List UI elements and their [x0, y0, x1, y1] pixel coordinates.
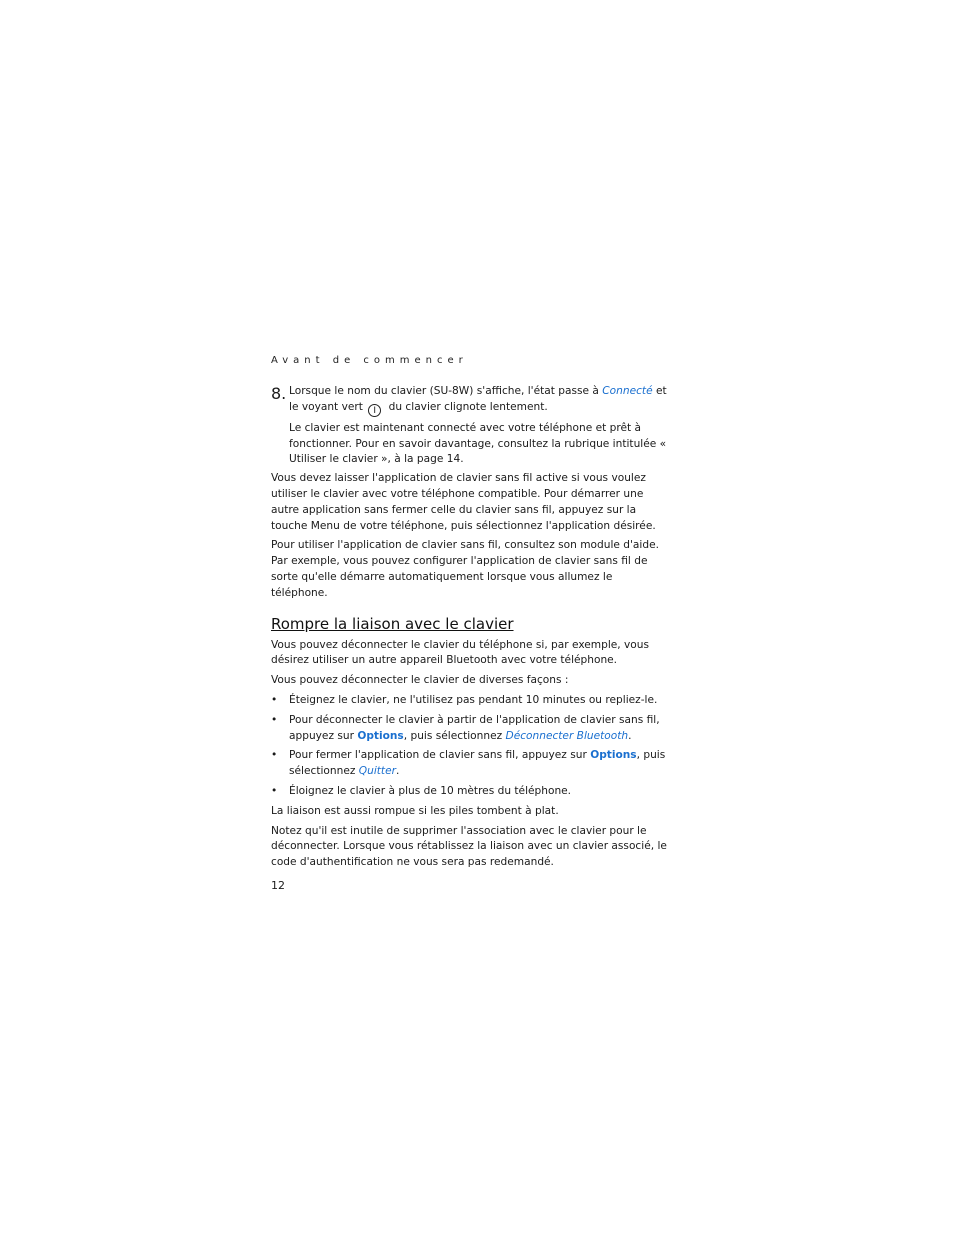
- list-item: [271, 713, 671, 745]
- paragraph-6: Notez qu'il est inutile de supprimer l'association avec le clavier pour le déconnecter. Lorsque vous rétablissez la liaison avec un clavier associé, le code d'authentification ne vous sera pas redemandé.: [271, 824, 667, 869]
- list-text-part: , puis sélectionnez: [403, 729, 506, 742]
- status-connecte: Connecté: [602, 385, 653, 397]
- paragraph-4: Vous pouvez déconnecter le clavier de diverses façons :: [271, 674, 569, 687]
- page-number: 12: [271, 878, 285, 892]
- section-title: Rompre la liaison avec le clavier: [271, 614, 514, 633]
- step-text: Lorsque le nom du clavier (SU-8W) s'affiche, l'état passe à: [289, 385, 603, 397]
- bullet: •: [271, 713, 278, 726]
- list-text: Éteignez le clavier, ne l'utilisez pas pendant 10 minutes ou repliez-le.: [289, 693, 658, 706]
- page-content: [271, 352, 671, 892]
- list-text-part: , puis sélectionnez: [289, 749, 666, 778]
- disconnect-options-list: [271, 693, 671, 800]
- paragraph-5: La liaison est aussi rompue si les piles tombent à plat.: [271, 804, 559, 817]
- step-text: et le voyant vert: [289, 385, 667, 413]
- step-para: Le clavier est maintenant connecté avec votre téléphone et prêt à fonctionner. Pour en savoir davantage, consultez la rubrique intitulée « Utiliser le clavier », à la page 14.: [289, 421, 667, 466]
- list-text: Éloignez le clavier à plus de 10 mètres du téléphone.: [289, 784, 572, 797]
- list-text-part: .: [628, 729, 632, 742]
- step-number: 8.: [271, 384, 287, 403]
- menu-deconnecter-bluetooth: Déconnecter Bluetooth: [505, 729, 629, 742]
- list-text-part: .: [395, 765, 400, 778]
- list-item: [271, 693, 671, 709]
- list-text: [289, 748, 671, 780]
- paragraph-3: Vous pouvez déconnecter le clavier du téléphone si, par exemple, vous désirez utiliser un autre appareil Bluetooth avec votre téléphone.: [271, 638, 650, 667]
- menu-quitter: Quitter: [358, 765, 396, 778]
- indicator-light-icon: I: [368, 404, 381, 417]
- bullet: •: [271, 693, 278, 706]
- running-header: Avant de commencer: [271, 355, 468, 366]
- paragraph-1: Vous devez laisser l'application de clavier sans fil active si vous voulez utiliser le clavier avec votre téléphone compatible. Pour démarrer une autre application sans fermer celle du clavier sans fil, appuyez sur la touche Menu de votre téléphone, puis sélectionnez l'application désirée.: [271, 472, 656, 532]
- list-text: [289, 713, 671, 745]
- options-softkey: Options: [590, 749, 637, 762]
- bullet: •: [271, 749, 278, 762]
- bullet: •: [271, 784, 278, 797]
- list-text-part: Pour déconnecter le clavier à partir de l'application de clavier sans fil, appuyez sur: [289, 713, 660, 742]
- step-text: du clavier clignote lentement.: [385, 400, 548, 413]
- step-body: [289, 384, 671, 468]
- list-text-part: Pour fermer l'application de clavier sans fil, appuyez sur: [289, 749, 591, 762]
- list-item: [271, 748, 671, 780]
- paragraph-2: Pour utiliser l'application de clavier sans fil, consultez son module d'aide. Par exemple, vous pouvez configurer l'application de clavier sans fil de sorte qu'elle démarre automatiquement lorsque vous allumez le téléphone.: [271, 539, 659, 599]
- options-softkey: Options: [357, 729, 404, 742]
- list-item: [271, 784, 671, 800]
- step-8: [271, 384, 671, 468]
- step-line: [289, 384, 671, 417]
